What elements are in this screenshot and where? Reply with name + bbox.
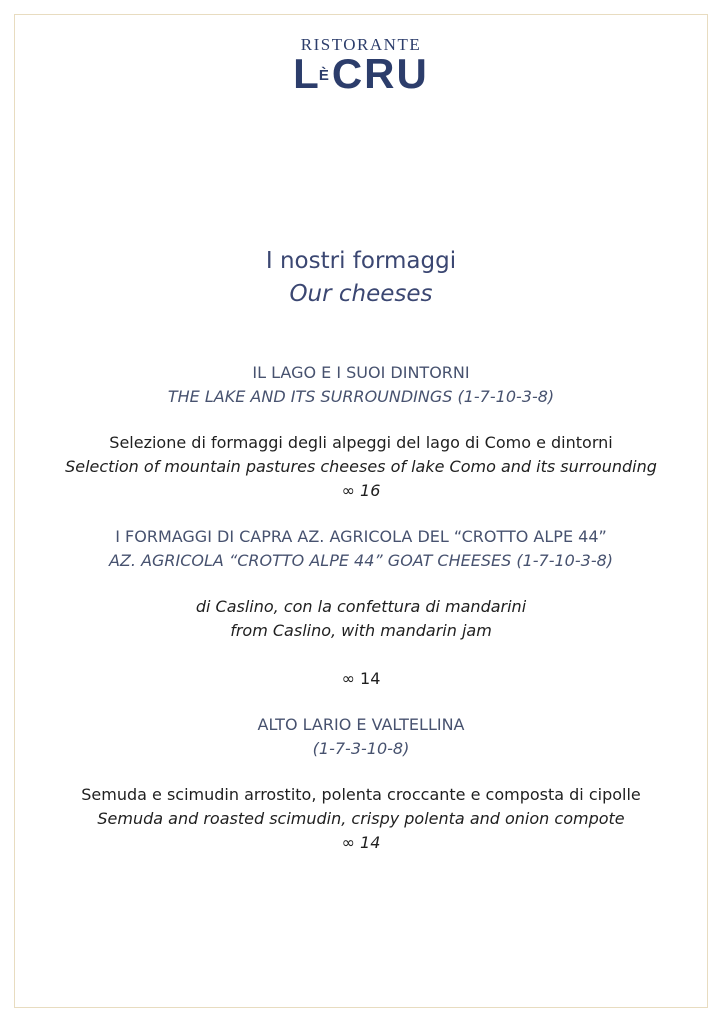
page-title-en: Our cheeses bbox=[289, 281, 433, 307]
logo-e: È bbox=[318, 67, 331, 84]
item-desc-it: Semuda e scimudin arrostito, polenta croccante e composta di cipolle bbox=[81, 785, 641, 804]
page-title-it: I nostri formaggi bbox=[265, 248, 457, 274]
item-price: ∞ 14 bbox=[341, 669, 381, 688]
menu-section-alto-lario bbox=[15, 713, 707, 855]
item-price: ∞ 14 bbox=[341, 833, 381, 852]
section-heading-en: THE LAKE AND ITS SURROUNDINGS (1-7-10-3-8) bbox=[167, 387, 555, 406]
logo-l: L bbox=[293, 50, 321, 97]
menu-content bbox=[15, 245, 707, 855]
item-desc-en: from Caslino, with mandarin jam bbox=[230, 621, 492, 640]
item-desc-en: Selection of mountain pastures cheeses of lake Como and its surrounding bbox=[65, 457, 657, 476]
item-desc-it: di Caslino, con la confettura di mandarini bbox=[195, 597, 527, 616]
item-desc-it: Selezione di formaggi degli alpeggi del lago di Como e dintorni bbox=[109, 433, 613, 452]
section-heading-it: IL LAGO E I SUOI DINTORNI bbox=[252, 363, 470, 382]
item-desc-en: Semuda and roasted scimudin, crispy polenta and onion compote bbox=[97, 809, 625, 828]
menu-section-lake bbox=[15, 361, 707, 503]
menu-page bbox=[14, 14, 708, 1008]
section-heading-en: AZ. AGRICOLA “CROTTO ALPE 44” GOAT CHEESES (1-7-10-3-8) bbox=[108, 551, 614, 570]
logo-ristorante: RISTORANTE bbox=[300, 35, 422, 54]
logo-lecru bbox=[15, 51, 707, 97]
menu-section-goat bbox=[15, 525, 707, 691]
section-heading-it: ALTO LARIO E VALTELLINA bbox=[257, 715, 465, 734]
section-heading-en: (1-7-3-10-8) bbox=[312, 739, 410, 758]
item-price: ∞ 16 bbox=[341, 481, 381, 500]
logo-cru: CRU bbox=[331, 50, 429, 97]
restaurant-logo bbox=[15, 35, 707, 97]
section-heading-it: I FORMAGGI DI CAPRA AZ. AGRICOLA DEL “CROTTO ALPE 44” bbox=[115, 527, 607, 546]
